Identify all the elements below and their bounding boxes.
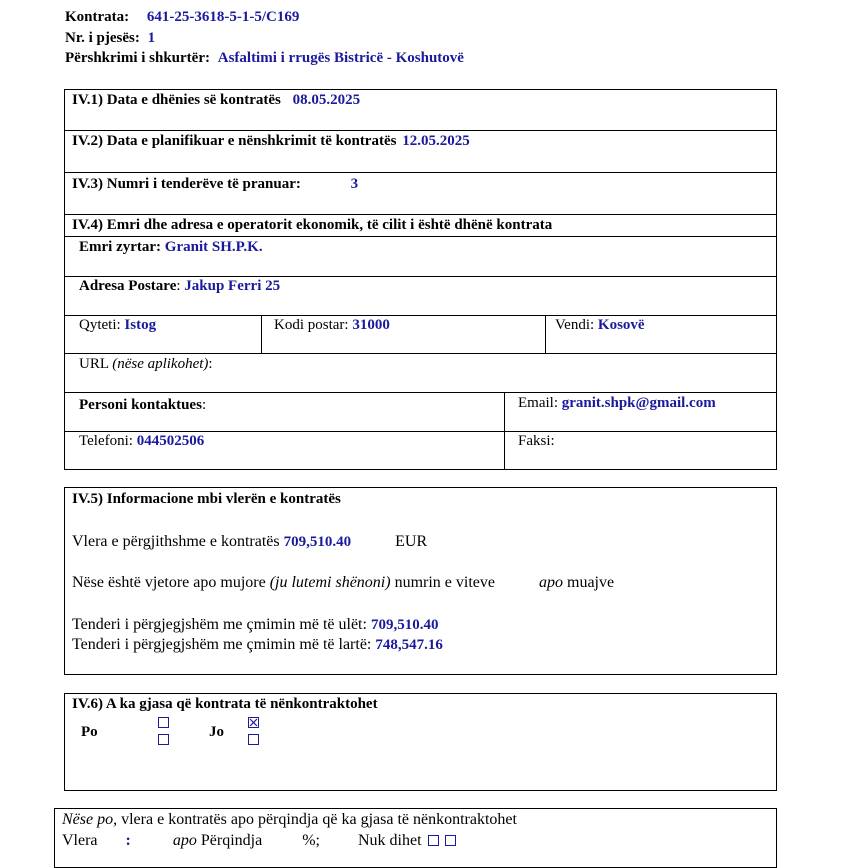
yes-checkbox[interactable] — [158, 734, 169, 745]
url-label: URL — [79, 356, 109, 372]
city-cell — [79, 317, 156, 334]
country-cell — [555, 317, 645, 334]
award-date-label: IV.1) Data e dhënies së kontratës — [72, 92, 281, 108]
subcontract-value-row — [62, 832, 456, 850]
tenders-received-row — [72, 176, 358, 193]
short-description-row — [65, 50, 464, 67]
divider — [64, 130, 777, 131]
official-name-value: Granit SH.P.K. — [164, 239, 263, 255]
contract-value-title: IV.5) Informacione mbi vlerën e kontratës — [72, 491, 341, 507]
phone-label: Telefoni: — [79, 433, 133, 449]
subcontract-detail-text: vlera e kontratës apo përqindja që ka gjasa të nënkontraktohet — [121, 811, 517, 828]
email-label: Email: — [518, 395, 558, 411]
signing-date-value: 12.05.2025 — [402, 133, 470, 149]
divider — [545, 315, 546, 353]
no-checkbox-checked[interactable] — [248, 717, 259, 728]
divider — [64, 315, 777, 316]
postal-address-row: Adresa Postare: Jakup Ferri 25 — [79, 278, 281, 294]
part-number-row — [65, 30, 155, 47]
duration-row — [72, 574, 614, 592]
part-label: Nr. i pjesës: — [65, 30, 140, 46]
option-no-label: Jo — [209, 724, 224, 740]
signing-date-row — [72, 133, 470, 150]
award-date-value: 08.05.2025 — [292, 92, 361, 108]
postal-code-cell — [274, 317, 390, 334]
postal-code-value: 31000 — [352, 317, 390, 333]
subcontract-title: IV.6) A ka gjasa që kontrata të nënkontraktohet — [72, 696, 378, 712]
divider — [64, 214, 777, 215]
fax-label: Faksi: — [518, 433, 555, 449]
highest-tender-value: 748,547.16 — [375, 637, 443, 653]
official-name-label: Emri zyrtar — [79, 239, 157, 255]
postal-address-label: Adresa Postare — [79, 278, 177, 294]
divider — [261, 315, 262, 353]
percentage-label: Përqindja — [200, 832, 263, 849]
divider — [64, 172, 777, 173]
unknown-label: Nuk dihet — [357, 832, 422, 849]
subcontract-detail-line — [62, 811, 517, 829]
award-date-row — [72, 92, 360, 109]
operator-section-title: IV.4) Emri dhe adresa e operatorit ekonomik, të cilit i është dhënë kontrata — [72, 217, 553, 233]
tenders-received-label: IV.3) Numri i tenderëve të pranuar: — [72, 176, 301, 192]
no-checkbox[interactable] — [248, 734, 259, 745]
value-separator: : — [125, 832, 131, 849]
duration-years: numrin e viteve — [394, 574, 495, 591]
total-value-row — [72, 533, 427, 551]
divider — [64, 392, 777, 393]
highest-tender-label: Tenderi i përgjegjshëm me çmimin më të lartë: — [72, 636, 372, 653]
duration-text: Nëse është vjetore apo mujore — [72, 574, 266, 591]
unknown-checkbox[interactable] — [428, 835, 439, 846]
value-label: Vlera — [62, 832, 98, 849]
unknown-checkbox-2[interactable] — [445, 835, 456, 846]
percentage-suffix: %; — [302, 832, 320, 849]
currency-label: EUR — [395, 533, 428, 550]
country-value: Kosovë — [597, 317, 645, 333]
country-label: Vendi: — [555, 317, 595, 333]
email-value: granit.shpk@gmail.com — [561, 395, 716, 411]
official-name-row: Emri zyrtar: Granit SH.P.K. — [79, 239, 263, 255]
total-value-label: Vlera e përgjithshme e kontratës — [72, 533, 280, 550]
contract-label: Kontrata: — [65, 9, 130, 25]
postal-address-value: Jakup Ferri 25 — [184, 278, 281, 294]
duration-note: (ju lutemi shënoni) — [269, 574, 391, 591]
short-description-label: Përshkrimi i shkurtër: — [65, 50, 210, 66]
divider — [504, 392, 505, 470]
option-yes-label: Po — [81, 724, 98, 740]
total-value-amount: 709,510.40 — [283, 534, 352, 550]
highest-tender-row — [72, 636, 443, 654]
url-row: URL (nëse aplikohet): — [79, 356, 213, 372]
divider — [64, 431, 777, 432]
phone-value: 044502506 — [136, 433, 205, 449]
postal-code-label: Kodi postar: — [274, 317, 349, 333]
city-label: Qyteti: — [79, 317, 121, 333]
signing-date-label: IV.2) Data e planifikuar e nënshkrimit të kontratës — [72, 133, 397, 149]
contact-person-label: Personi kontaktues — [79, 397, 202, 413]
if-yes-label: Nëse po, — [62, 811, 118, 828]
url-note: (nëse aplikohet) — [112, 356, 209, 372]
or-label: apo — [172, 832, 197, 849]
contract-number-row — [65, 9, 299, 26]
contact-person-row: Personi kontaktues: — [79, 397, 207, 413]
part-number: 1 — [147, 30, 156, 46]
checkmark-x-icon — [249, 718, 258, 727]
city-value: Istog — [124, 317, 157, 333]
contract-number: 641-25-3618-5-1-5/C169 — [146, 9, 300, 25]
divider — [64, 276, 777, 277]
divider — [64, 236, 777, 237]
short-description-value: Asfaltimi i rrugës Bistricë - Koshutovë — [217, 50, 464, 66]
fax-cell — [518, 433, 555, 450]
duration-months: muajve — [567, 574, 615, 591]
lowest-tender-row — [72, 616, 438, 634]
tenders-received-value: 3 — [350, 176, 359, 192]
duration-or: apo — [539, 574, 563, 591]
lowest-tender-label: Tenderi i përgjegjshëm me çmimin më të ulët: — [72, 616, 367, 633]
divider — [64, 353, 777, 354]
lowest-tender-value: 709,510.40 — [370, 617, 439, 633]
yes-checkbox-top[interactable] — [158, 717, 169, 728]
email-cell — [518, 395, 716, 412]
phone-cell — [79, 433, 204, 450]
